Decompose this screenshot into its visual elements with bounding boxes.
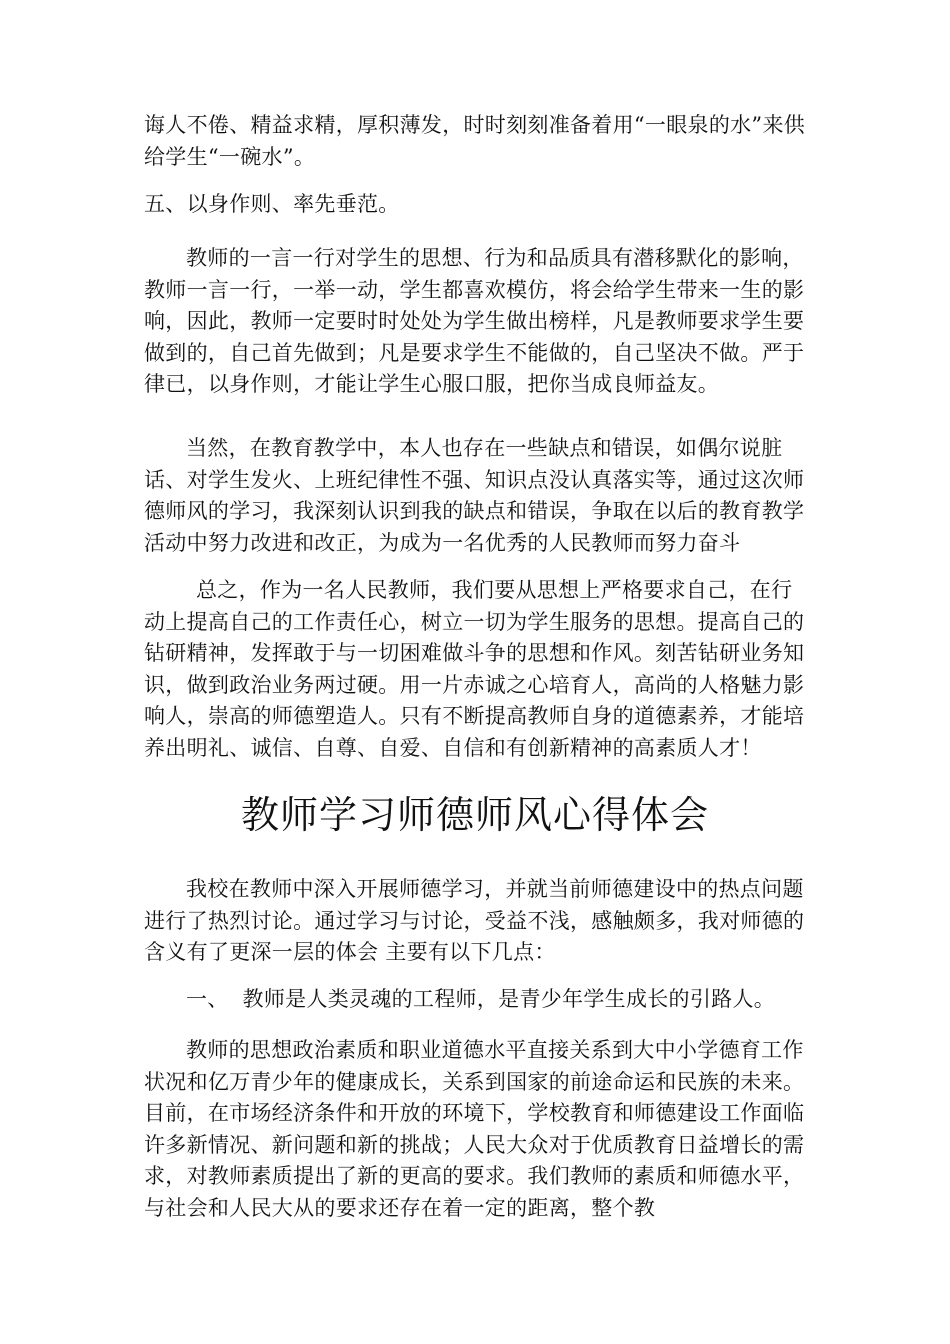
section-heading-5: 五、以身作则、率先垂范。 xyxy=(144,192,400,216)
paragraph-2: 教师的一言一行对学生的思想、行为和品质具有潜移默化的影响，教师一言一行，一举一动，学生都喜欢模仿，将会给学生带来一生的影响，因此，教师一定要时时处处为学生做出榜样，凡是教师要求学生要做到的，自己首先做到；凡是要求学生不能做的，自己坚决不做。严于律已，以身作则，才能让学生心服口服，把你当成良师益友。 xyxy=(144,246,805,396)
paragraph-3: 当然，在教育教学中，本人也存在一些缺点和错误，如偶尔说脏话、对学生发火、上班纪律性不强、知识点没认真落实等，通过这次师德师风的学习，我深刻认识到我的缺点和错误，争取在以后的教育教学活动中努力改进和改正，为成为一名优秀的人民教师而努力奋斗 xyxy=(144,436,805,555)
section-heading-1: 一、 教师是人类灵魂的工程师，是青少年学生成长的引路人。 xyxy=(186,987,776,1011)
paragraph-4: 总之，作为一名人民教师，我们要从思想上严格要求自己，在行动上提高自己的工作责任心，树立一切为学生服务的思想。提高自己的钻研精神，发挥敢于与一切困难做斗争的思想和作风。刻苦钻研业务知识，做到政治业务两过硬。用一片赤诚之心培育人，高尚的人格魅力影响人，崇高的师德塑造人。只有不断提高教师自身的道德素养，才能培养出明礼、诚信、自尊、自爱、自信和有创新精神的高素质人才！ xyxy=(144,578,805,760)
paragraph-5: 我校在教师中深入开展师德学习，并就当前师德建设中的热点问题进行了热烈讨论。通过学习与讨论，受益不浅，感触颇多，我对师德的含义有了更深一层的体会 主要有以下几点： xyxy=(144,877,805,964)
paragraph-1: 诲人不倦、精益求精，厚积薄发，时时刻刻准备着用“一眼泉的水”来供给学生“一碗水”。 xyxy=(144,113,806,169)
page-title: 教师学习师德师风心得体会 xyxy=(240,793,709,837)
paragraph-6: 教师的思想政治素质和职业道德水平直接关系到大中小学德育工作状况和亿万青少年的健康成长，关系到国家的前途命运和民族的未来。目前，在市场经济条件和开放的环境下，学校教育和师德建设工作面临许多新情况、新问题和新的挑战；人民大众对于优质教育日益增长的需求，对教师素质提出了新的更高的要求。我们教师的素质和师德水平，与社会和人民大从的要求还存在着一定的距离，整个教 xyxy=(144,1038,805,1220)
